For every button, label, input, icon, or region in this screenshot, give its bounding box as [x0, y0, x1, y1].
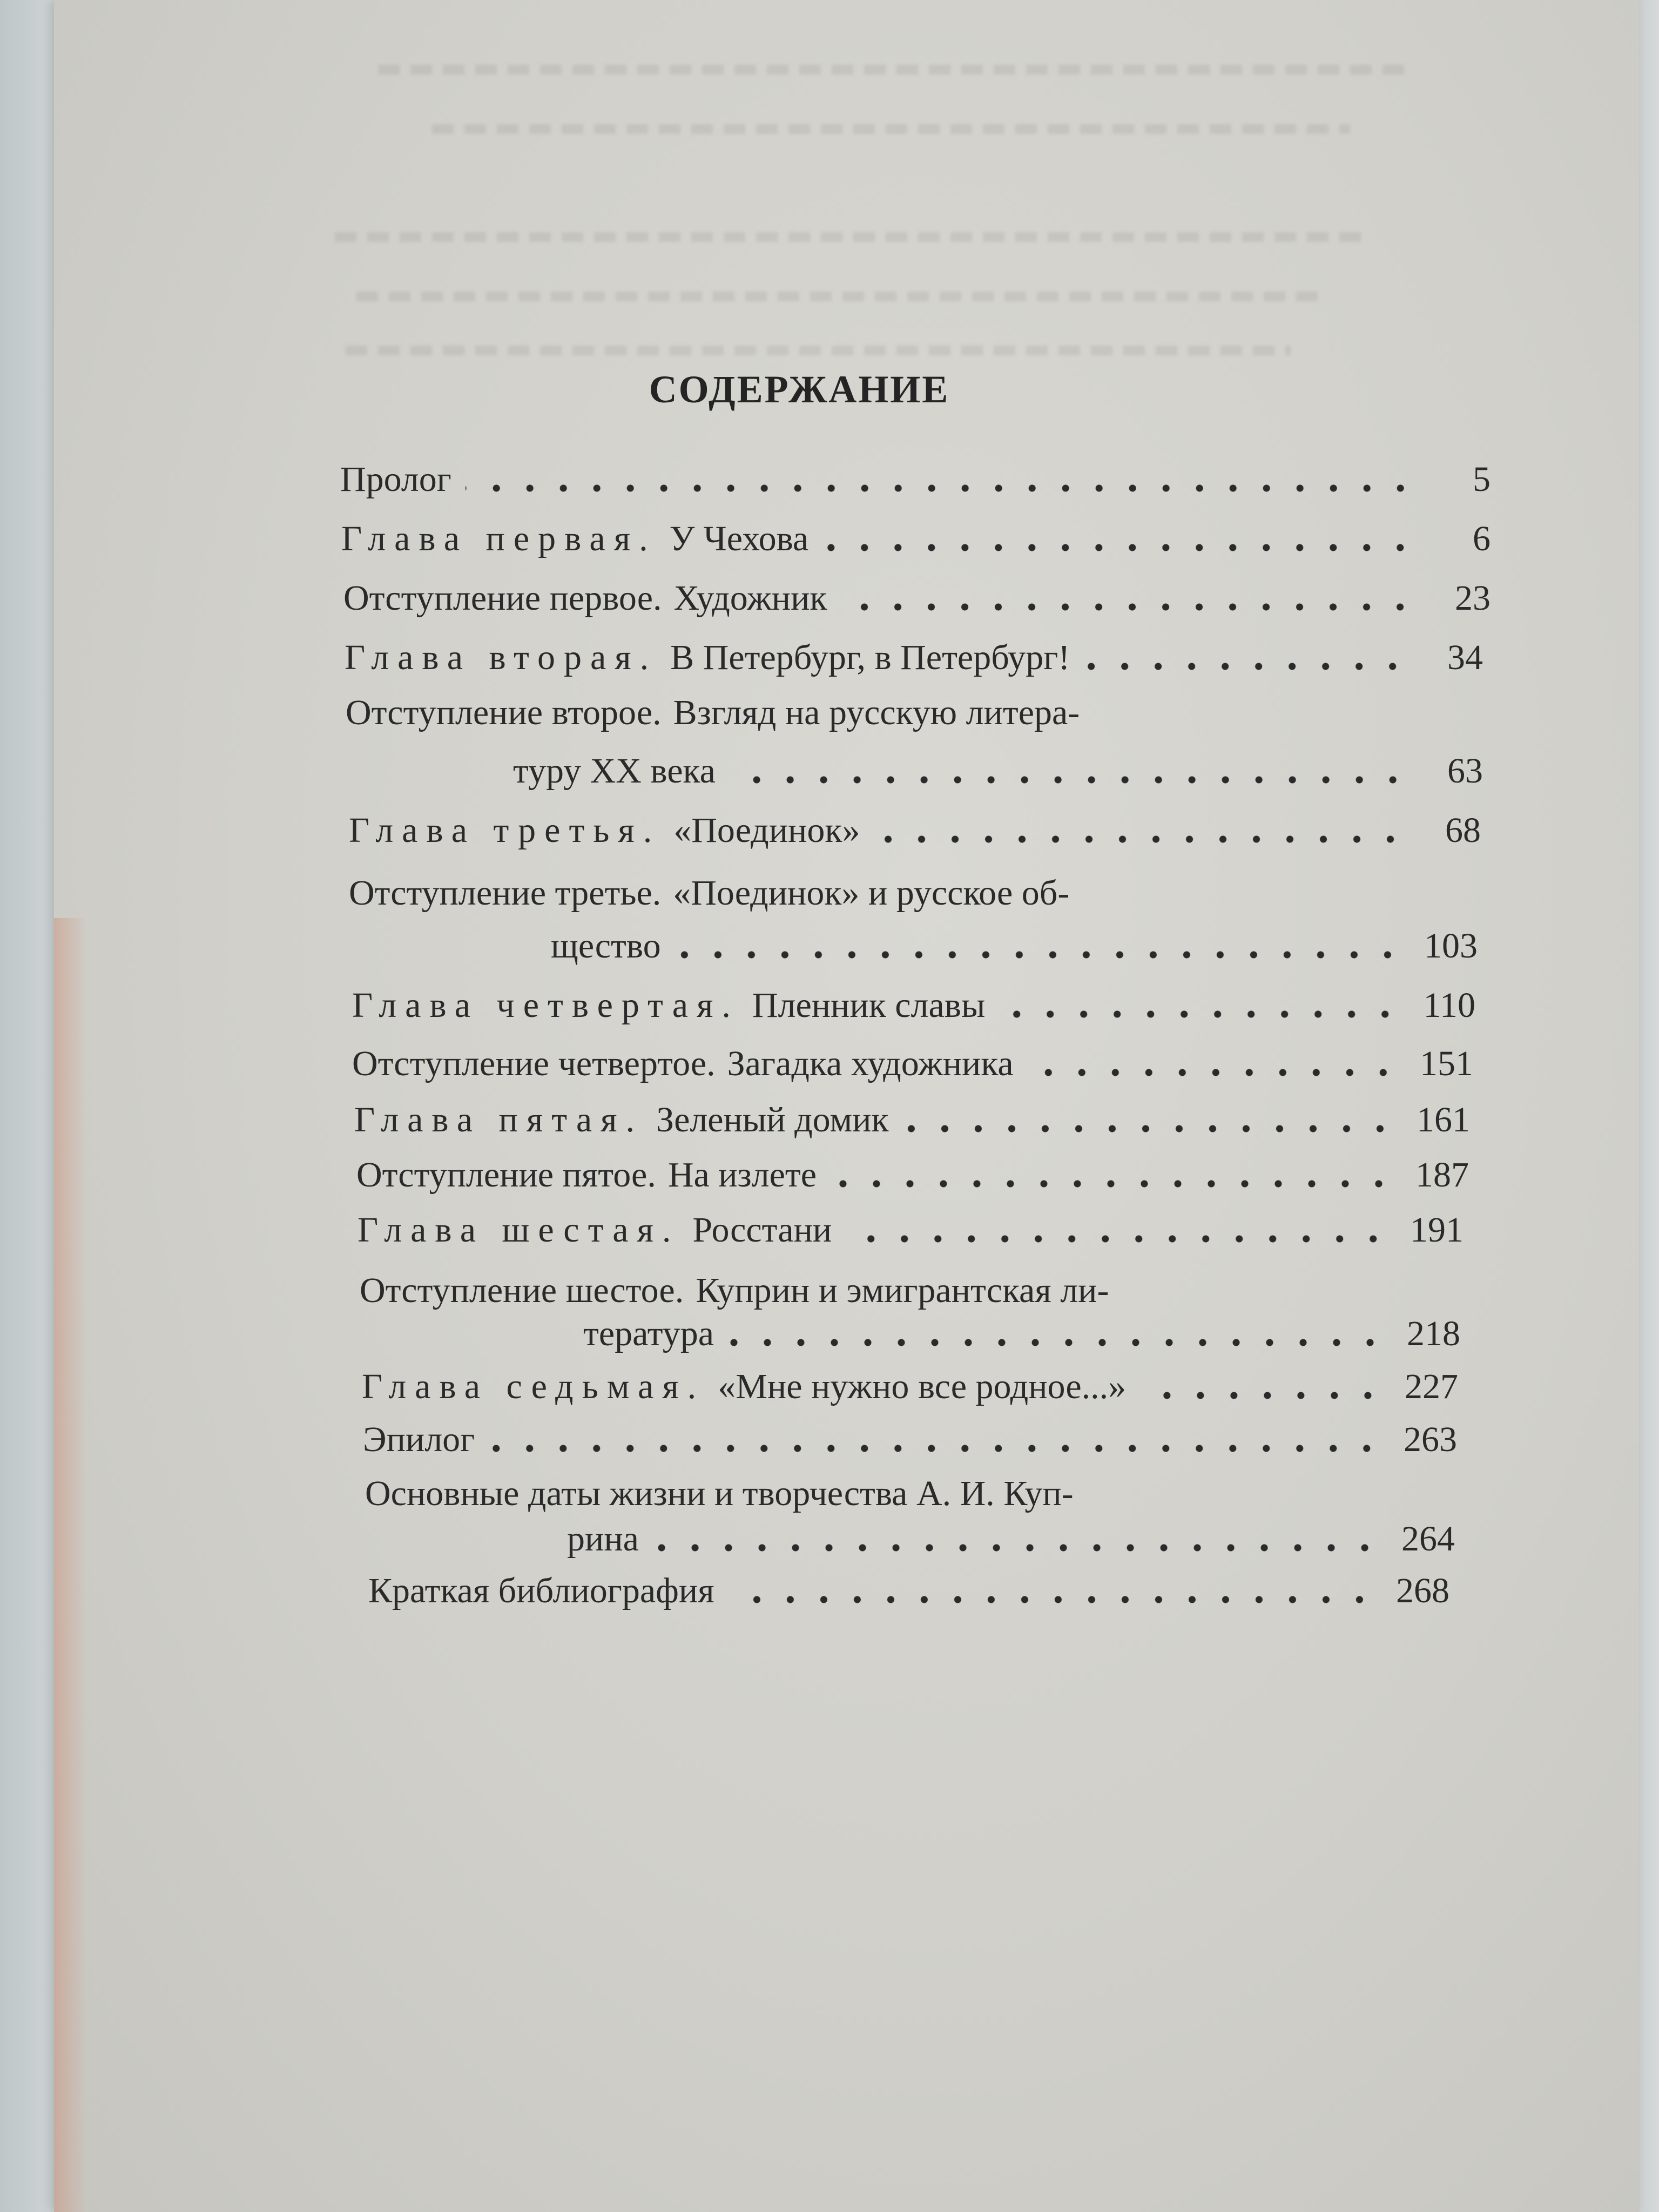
toc-entry[interactable] [349, 799, 1481, 851]
dot-leader [489, 1443, 1384, 1454]
entry-title: Эпилог [363, 1420, 475, 1459]
entry-title: Зеленый домик [656, 1100, 889, 1139]
dot-leader [728, 1337, 1387, 1348]
toc-entry[interactable] [356, 1144, 1469, 1196]
chapter-label: Глава четвертая. [352, 986, 739, 1025]
dot-leader [466, 483, 1417, 494]
dot-leader [999, 1009, 1402, 1020]
entry-title-cont: рина [567, 1519, 639, 1559]
digression-label: Отступление первое. [343, 578, 662, 618]
toc-entry-continuation[interactable] [567, 1508, 1455, 1560]
entry-title: Взгляд на русскую литера- [673, 693, 1080, 732]
digression-label: Отступление второе. [346, 693, 662, 732]
toc-entry[interactable] [362, 1355, 1458, 1407]
page-number: 68 [1445, 811, 1481, 850]
entry-title: Пленник славы [752, 986, 986, 1025]
entry-title: Загадка художника [727, 1044, 1014, 1083]
entry-title: Краткая библиография [368, 1571, 714, 1610]
dot-leader [841, 602, 1417, 612]
toc-entry[interactable] [358, 1199, 1464, 1251]
entry-title: «Поединок» и русское об- [673, 873, 1070, 913]
toc-entry[interactable] [346, 682, 1491, 733]
toc-entry-continuation[interactable] [583, 1303, 1460, 1354]
toc-entry[interactable] [354, 1089, 1470, 1141]
toc-entry[interactable] [352, 974, 1475, 1026]
bleed-through-line [356, 292, 1328, 301]
digression-label: Отступление пятое. [356, 1155, 656, 1195]
entry-title: Художник [673, 578, 827, 618]
dot-leader [730, 774, 1410, 785]
page-number: 23 [1455, 578, 1491, 618]
bleed-through-line [335, 232, 1361, 242]
toc-entry[interactable] [368, 1560, 1449, 1611]
toc-entry-continuation[interactable] [513, 740, 1483, 792]
dot-leader [1140, 1390, 1385, 1401]
page-number: 63 [1447, 751, 1483, 791]
dot-leader [729, 1594, 1376, 1605]
toc-entry[interactable] [343, 567, 1491, 619]
page-number: 5 [1473, 460, 1491, 499]
entry-title: «Мне нужно все родное...» [718, 1367, 1127, 1406]
digression-label: Отступление четвертое. [352, 1044, 716, 1083]
page-number: 161 [1417, 1100, 1470, 1139]
dot-leader [846, 1233, 1390, 1244]
entry-title: В Петербург, в Петербург! [670, 638, 1070, 677]
entry-title: Росстани [692, 1210, 832, 1250]
digression-label: Отступление третье. [349, 873, 662, 913]
bleed-through-line [432, 124, 1350, 134]
page-number: 264 [1401, 1519, 1455, 1559]
page-number: 103 [1424, 926, 1478, 966]
page-number: 6 [1473, 519, 1491, 558]
page-number: 191 [1410, 1210, 1464, 1250]
page-number: 227 [1405, 1367, 1458, 1406]
dot-leader [822, 542, 1417, 553]
dot-leader [653, 1542, 1381, 1553]
toc-entry[interactable] [363, 1408, 1457, 1460]
page-number: 151 [1420, 1044, 1473, 1083]
entry-title-cont: щество [551, 926, 661, 966]
entry-title: У Чехова [669, 519, 809, 558]
entry-title-cont: тература [583, 1314, 714, 1353]
toc-heading: СОДЕРЖАНИЕ [649, 368, 950, 411]
page-number: 218 [1407, 1314, 1460, 1353]
chapter-label: Глава вторая. [345, 638, 658, 677]
toc-entry[interactable] [345, 626, 1483, 678]
chapter-label: Глава третья. [349, 811, 661, 850]
dot-leader [874, 834, 1407, 845]
entry-title: Основные даты жизни и творчества А. И. Куп- [365, 1474, 1074, 1513]
toc-entry[interactable] [352, 1033, 1473, 1084]
dot-leader [903, 1123, 1397, 1134]
page-number: 110 [1423, 986, 1475, 1025]
page-number: 263 [1404, 1420, 1457, 1459]
entry-title: Куприн и эмигрантская ли- [696, 1271, 1109, 1310]
toc-entry[interactable] [340, 448, 1491, 500]
toc-entry[interactable] [341, 508, 1491, 559]
chapter-label: Глава седьмая. [362, 1367, 705, 1406]
chapter-label: Глава шестая. [358, 1210, 680, 1250]
page-number: 187 [1415, 1155, 1469, 1195]
toc-entry[interactable] [365, 1462, 1491, 1514]
toc-entry-continuation[interactable] [551, 915, 1478, 967]
entry-title: «Поединок» [673, 811, 860, 850]
page-number: 268 [1396, 1571, 1449, 1610]
dot-leader [675, 949, 1404, 960]
toc-entry[interactable] [349, 862, 1491, 914]
digression-label: Отступление шестое. [360, 1271, 684, 1310]
entry-title: На излете [667, 1155, 817, 1195]
chapter-label: Глава пятая. [354, 1100, 643, 1139]
page-number: 34 [1447, 638, 1483, 677]
bleed-through-line [346, 346, 1291, 355]
entry-title: Пролог [340, 460, 451, 499]
bleed-through-line [378, 65, 1404, 75]
dot-leader [1084, 661, 1410, 672]
dot-leader [1028, 1067, 1400, 1078]
dot-leader [831, 1178, 1395, 1189]
entry-title-cont: туру XX века [513, 751, 716, 791]
chapter-label: Глава первая. [341, 519, 657, 558]
